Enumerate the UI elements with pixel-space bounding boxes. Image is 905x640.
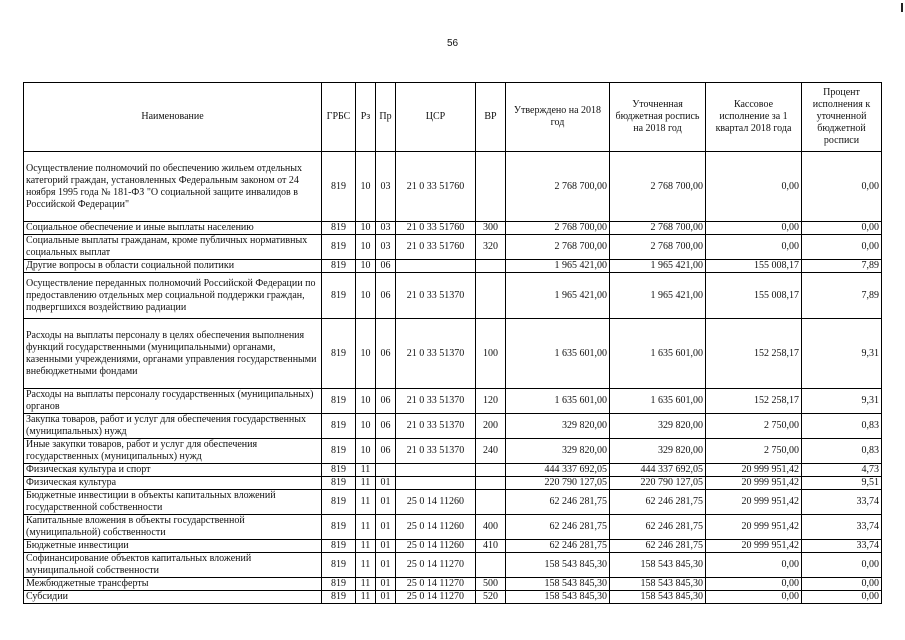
cell-cash: 0,00 [706,152,802,222]
cell-grbs: 819 [322,553,356,578]
cell-grbs: 819 [322,414,356,439]
cell-approved: 1 635 601,00 [506,319,610,389]
cell-approved: 158 543 845,30 [506,578,610,591]
cell-approved: 158 543 845,30 [506,553,610,578]
cell-approved: 329 820,00 [506,414,610,439]
cell-refined: 1 635 601,00 [610,389,706,414]
cell-approved: 2 768 700,00 [506,222,610,235]
col-header-refined: Уточненная бюджетная роспись на 2018 год [610,83,706,152]
cell-cash: 155 008,17 [706,273,802,319]
cell-csr: 25 0 14 11260 [396,490,476,515]
cell-pr: 01 [376,540,396,553]
table-row [24,515,882,540]
table-row [24,439,882,464]
cell-rz: 10 [356,235,376,260]
cell-percent: 7,89 [802,260,882,273]
cell-rz: 10 [356,260,376,273]
cell-approved: 62 246 281,75 [506,490,610,515]
cell-refined: 62 246 281,75 [610,540,706,553]
cell-name: Социальные выплаты гражданам, кроме публичных нормативных социальных выплат [24,235,322,260]
cell-percent: 0,00 [802,152,882,222]
cell-vr: 410 [476,540,506,553]
cell-name: Софинансирование объектов капитальных вложений муниципальной собственности [24,553,322,578]
cell-refined: 1 635 601,00 [610,319,706,389]
cell-grbs: 819 [322,591,356,604]
cell-csr: 21 0 33 51760 [396,235,476,260]
cell-refined: 1 965 421,00 [610,260,706,273]
cell-refined: 2 768 700,00 [610,152,706,222]
cell-refined: 1 965 421,00 [610,273,706,319]
page-number: 56 [446,38,459,49]
col-header-name: Наименование [24,83,322,152]
cell-csr: 25 0 14 11270 [396,591,476,604]
cell-percent: 9,31 [802,319,882,389]
cell-rz: 10 [356,414,376,439]
cell-name: Иные закупки товаров, работ и услуг для обеспечения государственных (муниципальных) нужд [24,439,322,464]
cell-pr: 06 [376,389,396,414]
cell-name: Субсидии [24,591,322,604]
cell-approved: 444 337 692,05 [506,464,610,477]
cell-grbs: 819 [322,464,356,477]
cell-grbs: 819 [322,515,356,540]
cell-vr: 320 [476,235,506,260]
cell-csr: 21 0 33 51370 [396,439,476,464]
table-row [24,578,882,591]
cell-cash: 155 008,17 [706,260,802,273]
cell-approved: 220 790 127,05 [506,477,610,490]
table-row [24,260,882,273]
col-header-cash: Кассовое исполнение за 1 квартал 2018 года [706,83,802,152]
cell-vr [476,490,506,515]
cell-name: Закупка товаров, работ и услуг для обеспечения государственных (муниципальных) нужд [24,414,322,439]
cell-vr: 240 [476,439,506,464]
cell-cash: 152 258,17 [706,319,802,389]
cell-grbs: 819 [322,260,356,273]
table-row [24,464,882,477]
budget-table [23,82,882,604]
cell-pr: 06 [376,319,396,389]
cell-vr [476,273,506,319]
cell-name: Физическая культура и спорт [24,464,322,477]
cell-rz: 11 [356,490,376,515]
cell-approved: 1 635 601,00 [506,389,610,414]
cell-cash: 20 999 951,42 [706,490,802,515]
cell-rz: 11 [356,591,376,604]
table-row [24,389,882,414]
cell-percent: 33,74 [802,490,882,515]
cell-cash: 0,00 [706,553,802,578]
cell-cash: 0,00 [706,235,802,260]
table-row [24,152,882,222]
cell-percent: 9,31 [802,389,882,414]
cell-pr: 01 [376,515,396,540]
cell-percent: 0,00 [802,222,882,235]
cell-cash: 0,00 [706,578,802,591]
cell-approved: 2 768 700,00 [506,152,610,222]
cell-grbs: 819 [322,439,356,464]
cell-rz: 10 [356,389,376,414]
cell-csr: 21 0 33 51760 [396,222,476,235]
cell-vr [476,152,506,222]
cell-approved: 158 543 845,30 [506,591,610,604]
table-row [24,319,882,389]
table-row [24,235,882,260]
cell-refined: 62 246 281,75 [610,490,706,515]
cell-refined: 444 337 692,05 [610,464,706,477]
cell-pr: 01 [376,578,396,591]
cell-pr: 01 [376,490,396,515]
cell-rz: 11 [356,464,376,477]
cell-name: Осуществление полномочий по обеспечению жильем отдельных категорий граждан, установленных Федеральным законом от 24 ноября 1995 года № 181-ФЗ "О социальной защите инвалидов в Российской Федерации" [24,152,322,222]
cell-csr: 21 0 33 51760 [396,152,476,222]
cell-grbs: 819 [322,222,356,235]
cell-pr: 01 [376,477,396,490]
cell-name: Расходы на выплаты персоналу государственных (муниципальных) органов [24,389,322,414]
scan-edge-mark [901,3,903,12]
table-row [24,477,882,490]
cell-percent: 0,00 [802,591,882,604]
cell-rz: 11 [356,540,376,553]
cell-cash: 2 750,00 [706,439,802,464]
cell-name: Расходы на выплаты персоналу в целях обеспечения выполнения функций государственными (муниципальными) органами, казенными учреждениями, органами управления государственными внебюджетными фондами [24,319,322,389]
cell-grbs: 819 [322,273,356,319]
cell-csr: 21 0 33 51370 [396,319,476,389]
cell-cash: 152 258,17 [706,389,802,414]
cell-percent: 0,00 [802,235,882,260]
cell-csr [396,477,476,490]
cell-refined: 158 543 845,30 [610,578,706,591]
cell-grbs: 819 [322,540,356,553]
cell-name: Бюджетные инвестиции [24,540,322,553]
cell-name: Капитальные вложения в объекты государственной (муниципальной) собственности [24,515,322,540]
table-row [24,591,882,604]
table-row [24,414,882,439]
cell-pr: 03 [376,235,396,260]
cell-cash: 20 999 951,42 [706,540,802,553]
cell-name: Другие вопросы в области социальной политики [24,260,322,273]
cell-pr: 03 [376,152,396,222]
cell-approved: 62 246 281,75 [506,515,610,540]
cell-vr [476,477,506,490]
cell-csr [396,260,476,273]
cell-csr: 25 0 14 11260 [396,515,476,540]
cell-percent: 7,89 [802,273,882,319]
cell-cash: 20 999 951,42 [706,464,802,477]
cell-csr: 25 0 14 11270 [396,553,476,578]
cell-vr: 120 [476,389,506,414]
cell-pr [376,464,396,477]
cell-rz: 11 [356,515,376,540]
cell-approved: 329 820,00 [506,439,610,464]
cell-rz: 11 [356,553,376,578]
cell-grbs: 819 [322,490,356,515]
cell-percent: 0,00 [802,578,882,591]
cell-rz: 10 [356,439,376,464]
cell-grbs: 819 [322,477,356,490]
table-row [24,273,882,319]
cell-rz: 10 [356,319,376,389]
cell-percent: 33,74 [802,540,882,553]
col-header-csr: ЦСР [396,83,476,152]
cell-refined: 2 768 700,00 [610,222,706,235]
cell-vr: 100 [476,319,506,389]
cell-csr: 25 0 14 11260 [396,540,476,553]
cell-approved: 1 965 421,00 [506,273,610,319]
cell-refined: 220 790 127,05 [610,477,706,490]
cell-pr: 06 [376,273,396,319]
cell-name: Физическая культура [24,477,322,490]
cell-grbs: 819 [322,389,356,414]
cell-pr: 01 [376,591,396,604]
cell-refined: 62 246 281,75 [610,515,706,540]
cell-refined: 329 820,00 [610,439,706,464]
cell-csr: 21 0 33 51370 [396,414,476,439]
cell-vr: 500 [476,578,506,591]
cell-approved: 62 246 281,75 [506,540,610,553]
cell-pr: 06 [376,260,396,273]
cell-rz: 10 [356,152,376,222]
cell-rz: 11 [356,578,376,591]
cell-approved: 2 768 700,00 [506,235,610,260]
table-row [24,540,882,553]
col-header-pr: Пр [376,83,396,152]
cell-refined: 2 768 700,00 [610,235,706,260]
cell-grbs: 819 [322,319,356,389]
cell-rz: 10 [356,273,376,319]
cell-name: Межбюджетные трансферты [24,578,322,591]
cell-approved: 1 965 421,00 [506,260,610,273]
cell-grbs: 819 [322,578,356,591]
cell-vr [476,464,506,477]
cell-cash: 0,00 [706,222,802,235]
cell-refined: 158 543 845,30 [610,591,706,604]
cell-grbs: 819 [322,235,356,260]
table-header-row [24,83,882,152]
col-header-rz: Рз [356,83,376,152]
cell-pr: 03 [376,222,396,235]
col-header-grbs: ГРБС [322,83,356,152]
col-header-percent: Процент исполнения к уточненной бюджетной росписи [802,83,882,152]
col-header-vr: ВР [476,83,506,152]
cell-vr: 520 [476,591,506,604]
cell-percent: 4,73 [802,464,882,477]
cell-vr: 300 [476,222,506,235]
cell-vr [476,553,506,578]
cell-rz: 11 [356,477,376,490]
cell-percent: 9,51 [802,477,882,490]
cell-cash: 2 750,00 [706,414,802,439]
cell-vr [476,260,506,273]
cell-vr: 400 [476,515,506,540]
cell-name: Бюджетные инвестиции в объекты капитальных вложений государственной собственности [24,490,322,515]
col-header-approved: Утверждено на 2018 год [506,83,610,152]
cell-refined: 329 820,00 [610,414,706,439]
cell-cash: 20 999 951,42 [706,477,802,490]
cell-grbs: 819 [322,152,356,222]
table-row [24,490,882,515]
table-row [24,553,882,578]
cell-pr: 06 [376,439,396,464]
cell-csr: 25 0 14 11270 [396,578,476,591]
cell-csr: 21 0 33 51370 [396,273,476,319]
cell-name: Социальное обеспечение и иные выплаты населению [24,222,322,235]
cell-vr: 200 [476,414,506,439]
cell-percent: 0,00 [802,553,882,578]
cell-pr: 01 [376,553,396,578]
cell-percent: 0,83 [802,414,882,439]
table-row [24,222,882,235]
cell-csr [396,464,476,477]
cell-cash: 20 999 951,42 [706,515,802,540]
cell-csr: 21 0 33 51370 [396,389,476,414]
cell-name: Осуществление переданных полномочий Российской Федерации по предоставлению отдельных мер социальной поддержки граждан, подвергшихся воздействию радиации [24,273,322,319]
cell-cash: 0,00 [706,591,802,604]
cell-rz: 10 [356,222,376,235]
cell-percent: 33,74 [802,515,882,540]
cell-percent: 0,83 [802,439,882,464]
cell-refined: 158 543 845,30 [610,553,706,578]
cell-pr: 06 [376,414,396,439]
